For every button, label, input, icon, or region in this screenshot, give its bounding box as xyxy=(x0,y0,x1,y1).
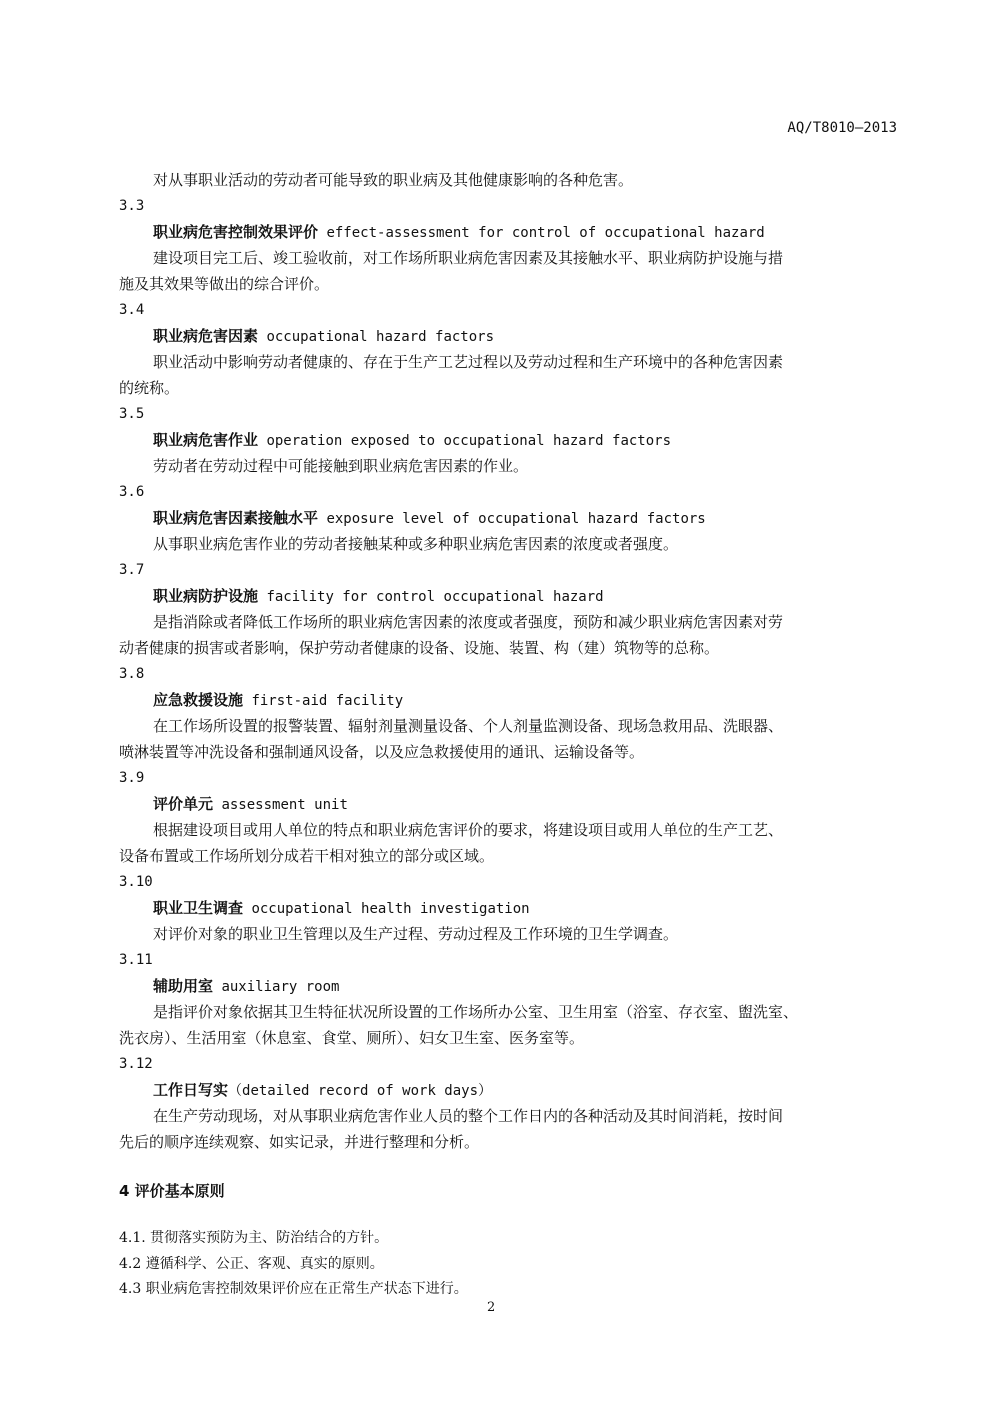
term-heading xyxy=(153,895,530,922)
definition-line: 在生产劳动现场，对从事职业病危害作业人员的整个工作日内的各种活动及其时间消耗，按时间 xyxy=(153,1107,784,1125)
clause-number: 3.3 xyxy=(119,198,145,214)
definition-line: 对评价对象的职业卫生管理以及生产过程、劳动过程及工作环境的卫生学调查。 xyxy=(153,925,679,943)
definition-line: 洗衣房）、生活用室（休息室、食堂、厕所）、妇女卫生室、医务室等。 xyxy=(119,1029,585,1047)
term-en: occupational health investigation xyxy=(243,901,530,917)
term-heading xyxy=(153,1077,492,1104)
clause-number: 3.10 xyxy=(119,874,153,890)
page-number: 2 xyxy=(487,1300,496,1315)
term-cn: 工作日写实 xyxy=(153,1081,229,1099)
clause-number: 3.4 xyxy=(119,302,145,318)
definition-line: 的统称。 xyxy=(119,379,180,397)
term-cn: 职业病危害控制效果评价 xyxy=(153,223,319,241)
document-code: AQ/T8010—2013 xyxy=(787,120,897,136)
term-cn: 职业病危害作业 xyxy=(153,431,259,449)
term-cn: 职业病危害因素 xyxy=(153,327,259,345)
intro-line: 对从事职业活动的劳动者可能导致的职业病及其他健康影响的各种危害。 xyxy=(153,171,634,189)
definition-line: 是指评价对象依据其卫生特征状况所设置的工作场所办公室、卫生用室（浴室、存衣室、盥洗室、 xyxy=(153,1003,799,1021)
definition-line: 设备布置或工作场所划分成若干相对独立的部分或区域。 xyxy=(119,847,495,865)
term-en: first-aid facility xyxy=(243,693,404,709)
clause-number: 3.5 xyxy=(119,406,145,422)
clause-number: 3.9 xyxy=(119,770,145,786)
term-cn: 职业卫生调查 xyxy=(153,899,244,917)
definition-line: 从事职业病危害作业的劳动者接触某种或多种职业病危害因素的浓度或者强度。 xyxy=(153,535,679,553)
term-en: auxiliary room xyxy=(213,979,340,995)
term-heading xyxy=(153,791,348,818)
definition-line: 施及其效果等做出的综合评价。 xyxy=(119,275,330,293)
term-heading xyxy=(153,505,706,532)
term-cn: 职业病防护设施 xyxy=(153,587,259,605)
term-cn: 辅助用室 xyxy=(153,977,214,995)
section-heading: 4 评价基本原则 xyxy=(119,1182,225,1200)
principle-item: 4.2 遵循科学、公正、客观、真实的原则。 xyxy=(119,1256,384,1272)
term-cn: 评价单元 xyxy=(153,795,214,813)
term-en: exposure level of occupational hazard factors xyxy=(318,511,706,527)
definition-line: 根据建设项目或用人单位的特点和职业病危害评价的要求，将建设项目或用人单位的生产工艺、 xyxy=(153,821,784,839)
clause-number: 3.11 xyxy=(119,952,153,968)
definition-line: 先后的顺序连续观察、如实记录，并进行整理和分析。 xyxy=(119,1133,480,1151)
clause-number: 3.6 xyxy=(119,484,145,500)
term-en: （detailed record of work days） xyxy=(228,1083,493,1099)
term-heading xyxy=(153,323,494,350)
term-en: occupational hazard factors xyxy=(258,329,495,345)
definition-line: 职业活动中影响劳动者健康的、存在于生产工艺过程以及劳动过程和生产环境中的各种危害因素 xyxy=(153,353,784,371)
definition-line: 在工作场所设置的报警装置、辐射剂量测量设备、个人剂量监测设备、现场急救用品、洗眼器、 xyxy=(153,717,784,735)
term-en: effect-assessment for control of occupational hazard xyxy=(318,225,765,241)
term-heading xyxy=(153,687,403,714)
term-en: assessment unit xyxy=(213,797,348,813)
term-cn: 职业病危害因素接触水平 xyxy=(153,509,319,527)
term-cn: 应急救援设施 xyxy=(153,691,244,709)
principle-item: 4.3 职业病危害控制效果评价应在正常生产状态下进行。 xyxy=(119,1281,468,1297)
definition-line: 劳动者在劳动过程中可能接触到职业病危害因素的作业。 xyxy=(153,457,529,475)
definition-line: 喷淋装置等冲洗设备和强制通风设备，以及应急救援使用的通讯、运输设备等。 xyxy=(119,743,645,761)
definition-line: 动者健康的损害或者影响，保护劳动者健康的设备、设施、装置、构（建）筑物等的总称。 xyxy=(119,639,720,657)
term-heading xyxy=(153,219,765,246)
definition-line: 是指消除或者降低工作场所的职业病危害因素的浓度或者强度，预防和减少职业病危害因素对劳 xyxy=(153,613,784,631)
term-heading xyxy=(153,583,604,610)
clause-number: 3.12 xyxy=(119,1056,153,1072)
clause-number: 3.8 xyxy=(119,666,145,682)
clause-number: 3.7 xyxy=(119,562,145,578)
term-heading xyxy=(153,973,339,1000)
term-en: operation exposed to occupational hazard factors xyxy=(258,433,672,449)
definition-line: 建设项目完工后、竣工验收前，对工作场所职业病危害因素及其接触水平、职业病防护设施与措 xyxy=(153,249,784,267)
term-heading xyxy=(153,427,671,454)
principle-item: 4.1. 贯彻落实预防为主、防治结合的方针。 xyxy=(119,1230,389,1246)
term-en: facility for control occupational hazard xyxy=(258,589,604,605)
